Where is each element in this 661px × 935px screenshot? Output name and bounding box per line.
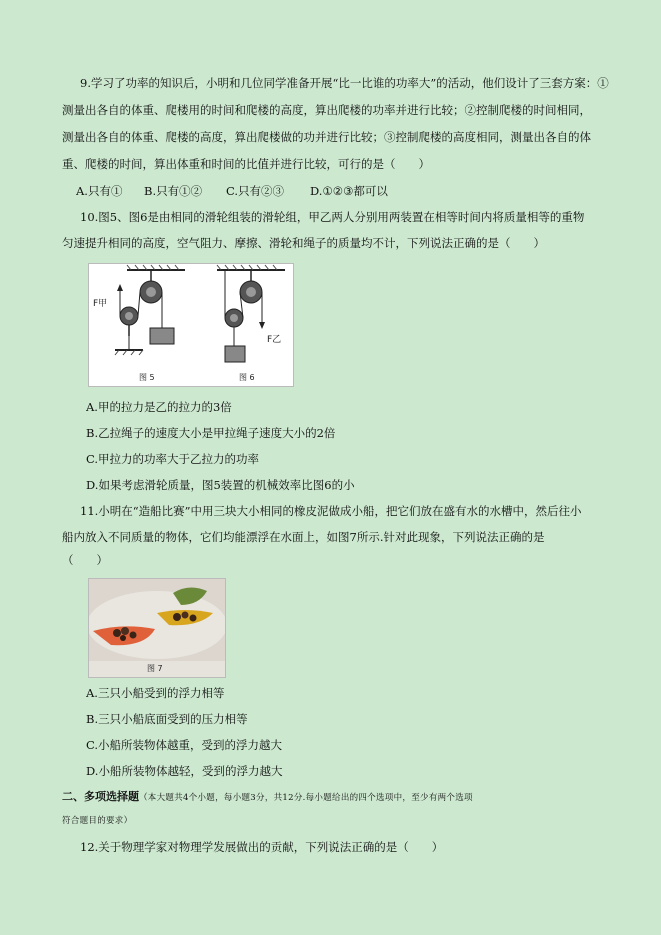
q11-option-b[interactable]: B.三只小船底面受到的压力相等 — [86, 712, 248, 726]
q9-line-2: 测量出各自的体重、爬楼用的时间和爬楼的高度，算出爬楼的功率并进行比较；②控制爬楼的时间相同， — [62, 103, 591, 117]
figure-6-caption: 图 6 — [239, 373, 255, 382]
q10-option-d[interactable]: D.如果考虑滑轮质量，图5装置的机械效率比图6的小 — [86, 478, 355, 492]
boats-photo — [88, 578, 226, 678]
boats-image — [89, 579, 225, 661]
q9-choice-d[interactable]: D.①②③都可以 — [310, 184, 388, 198]
q9-choices — [76, 184, 596, 198]
q10-option-b[interactable]: B.乙拉绳子的速度大小是甲拉绳子速度大小的2倍 — [86, 426, 336, 440]
q9-line-4: 重、爬楼的时间，算出体重和时间的比值并进行比较，可行的是（ ） — [62, 157, 430, 171]
figure-7-caption: 图 7 — [147, 664, 163, 673]
q12-line: 12.关于物理学家对物理学发展做出的贡献，下列说法正确的是（ ） — [80, 840, 444, 854]
section2-note-1: （本大题共4个小题，每小题3分，共12分.每小题给出的四个选项中，至少有两个选项 — [139, 793, 473, 803]
pulley-diagram — [89, 264, 293, 386]
section2-heading — [62, 790, 602, 805]
figure-5-caption: 图 5 — [139, 373, 155, 382]
q9-choice-c[interactable]: C.只有②③ — [226, 184, 285, 198]
q11-line-2: 船内放入不同质量的物体，它们均能漂浮在水面上，如图7所示.针对此现象，下列说法正确的是 — [62, 530, 545, 544]
f-yi-label: F乙 — [267, 335, 282, 345]
section2-note-2-row — [62, 814, 602, 828]
q11-line-3: （ ） — [62, 553, 108, 567]
q10-option-a[interactable]: A.甲的拉力是乙的拉力的3倍 — [86, 400, 232, 414]
q10-option-c[interactable]: C.甲拉力的功率大于乙拉力的功率 — [86, 452, 260, 466]
q9-choice-a[interactable]: A.只有① — [76, 184, 123, 198]
q9-line-3: 测量出各自的体重、爬楼的高度，算出爬楼做的功并进行比较；③控制爬楼的高度相同，测量出各自的体 — [62, 130, 591, 144]
q11-option-a[interactable]: A.三只小船受到的浮力相等 — [86, 686, 225, 700]
q11-option-c[interactable]: C.小船所装物体越重，受到的浮力越大 — [86, 738, 283, 752]
q9-choice-b[interactable]: B.只有①② — [144, 184, 203, 198]
pulley-figure — [88, 263, 294, 387]
q10-line-2: 匀速提升相同的高度，空气阻力、摩擦、滑轮和绳子的质量均不计，下列说法正确的是（ ） — [62, 236, 545, 250]
q11-option-d[interactable]: D.小船所装物体越轻，受到的浮力越大 — [86, 764, 283, 778]
section2-note-2: 符合题目的要求） — [62, 816, 133, 826]
q9-line-1: 9.学习了功率的知识后，小明和几位同学准备开展“比一比谁的功率大”的活动，他们设计了三套方案：① — [80, 76, 609, 90]
q11-line-1: 11.小明在“造船比赛”中用三块大小相同的橡皮泥做成小船，把它们放在盛有水的水槽中，然后往小 — [80, 504, 582, 518]
f-jia-label: F甲 — [93, 299, 108, 309]
section2-title: 二、多项选择题 — [62, 790, 139, 803]
q10-line-1: 10.图5、图6是由相同的滑轮组装的滑轮组，甲乙两人分别用两装置在相等时间内将质量相等的重物 — [80, 210, 585, 224]
